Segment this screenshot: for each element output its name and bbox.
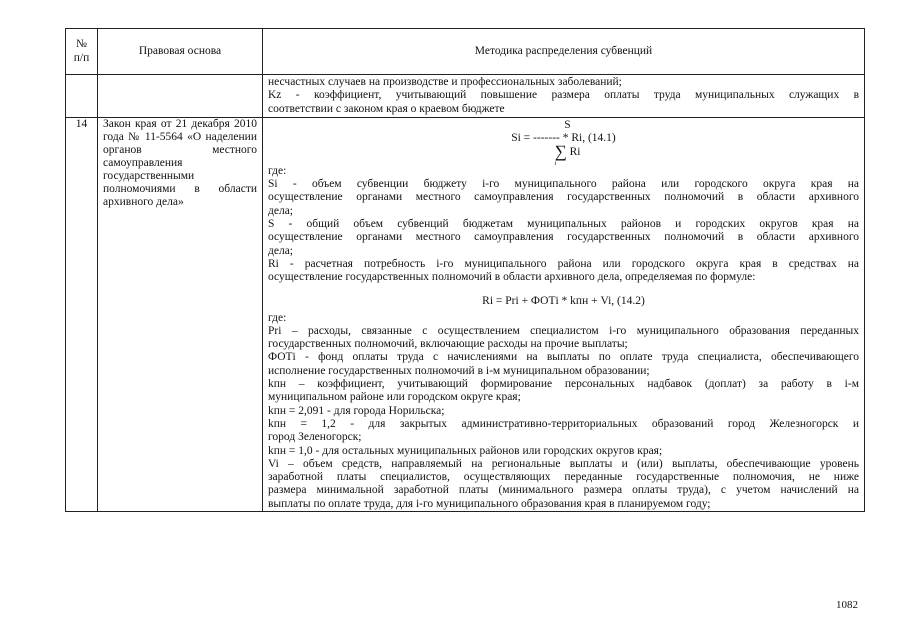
- text-line: дела;: [268, 204, 293, 217]
- method-cell: [263, 117, 865, 511]
- text-line: город Зеленогорск;: [268, 431, 362, 444]
- text-line: S - общий объем субвенций бюджетам муниципальных районов и городских округов края на: [268, 218, 859, 231]
- text-line: ФОТi - фонд оплаты труда с начислениями на выплаты по оплате труда специалиста, обеспечивающего: [268, 351, 859, 364]
- text-line: несчастных случаев на производстве и профессиональных заболеваний;: [268, 76, 622, 88]
- text-line: Vi – объем средств, направляемый на региональные выплаты и (или) выплаты, обеспечивающие уровень: [268, 457, 859, 470]
- formula-denominator: [268, 141, 859, 167]
- formula-main: Si = ------- * Ri, (14.1): [511, 131, 616, 144]
- cont-basis-cell: [98, 75, 263, 118]
- header-basis: Правовая основа: [98, 29, 263, 75]
- cont-num-cell: [66, 75, 98, 118]
- formula-14-2: Ri = Pri + ФОТi * kпн + Vi, (14.2): [482, 294, 645, 307]
- text-line: размера минимальной заработной платы (минимального размера оплаты труда), с учетом начислений на: [268, 484, 859, 497]
- text-line: kпн = 1,2 - для закрытых административно-территориальных образований город Железногорск и: [268, 417, 859, 430]
- text-line: осуществление государственных полномочий в области архивного дела, определяемая по формуле:: [268, 271, 756, 284]
- text-line: исполнение государственных полномочий в i-м муниципальном образовании;: [268, 364, 650, 377]
- text-line: муниципальном районе или городском округе края;: [268, 391, 521, 404]
- page-number: 1082: [836, 599, 858, 611]
- text-line: kпн – коэффициент, учитывающий формирование персональных надбавок (доплат) за работу в i-м: [268, 378, 859, 391]
- text-line: осуществление органами местного самоуправления государственных полномочий в области архивного: [268, 191, 859, 204]
- continuation-row: [66, 75, 865, 118]
- text-line: Pri – расходы, связанные с осуществлением специалистом i-го муниципального образования переданных: [268, 324, 859, 337]
- text-line: где:: [268, 311, 287, 324]
- text-line: заработной платы специалистов, осуществляющих переданные государственные полномочия, не ниже: [268, 471, 859, 484]
- formula-denominator-text: Ri: [569, 145, 581, 158]
- header-num-line: п/п: [73, 51, 90, 64]
- row-num: 14: [66, 117, 98, 511]
- text-line: kпн = 1,0 - для остальных муниципальных районов или городских округов края;: [268, 444, 663, 457]
- header-num-line: №: [76, 38, 87, 51]
- formula-numerator: S: [564, 118, 571, 131]
- legal-basis: Закон края от 21 декабря 2010 года № 11-5564 «О наделении органов местного самоуправления государственными полномочиями в области архивного дела»: [98, 117, 263, 511]
- text-line: осуществление органами местного самоуправления государственных полномочий в области архивного: [268, 231, 859, 244]
- text-line: Kz - коэффициент, учитывающий повышение размера оплаты труда муниципальных служащих в: [268, 89, 859, 102]
- distribution-table: [65, 28, 865, 512]
- header-method: Методика распределения субвенций: [263, 29, 865, 75]
- header-num: [66, 29, 98, 75]
- text-line: Ri - расчетная потребность i-го муниципального района или городского округа края в средствах на: [268, 257, 859, 270]
- text-line: соответствии с законом края о краевом бюджете: [268, 102, 505, 115]
- text-line: Si - объем субвенции бюджету i-го муниципального района или городского округа края на: [268, 178, 859, 191]
- text-line: выплаты по оплате труда, для i-го муниципального образования края в планируемом году;: [268, 497, 711, 510]
- sigma-subscript: i: [554, 160, 557, 167]
- cont-method-cell: [263, 75, 865, 118]
- text-line: дела;: [268, 244, 293, 257]
- formula-14-1: [268, 118, 859, 167]
- text-line: государственных полномочий, включающие расходы на прочие выплаты;: [268, 338, 628, 351]
- text-line: kпн = 2,091 - для города Норильска;: [268, 404, 445, 417]
- text-line: где:: [268, 164, 287, 177]
- row-14: [66, 117, 865, 511]
- table-header-row: [66, 29, 865, 75]
- sigma-symbol: ∑: [554, 141, 567, 161]
